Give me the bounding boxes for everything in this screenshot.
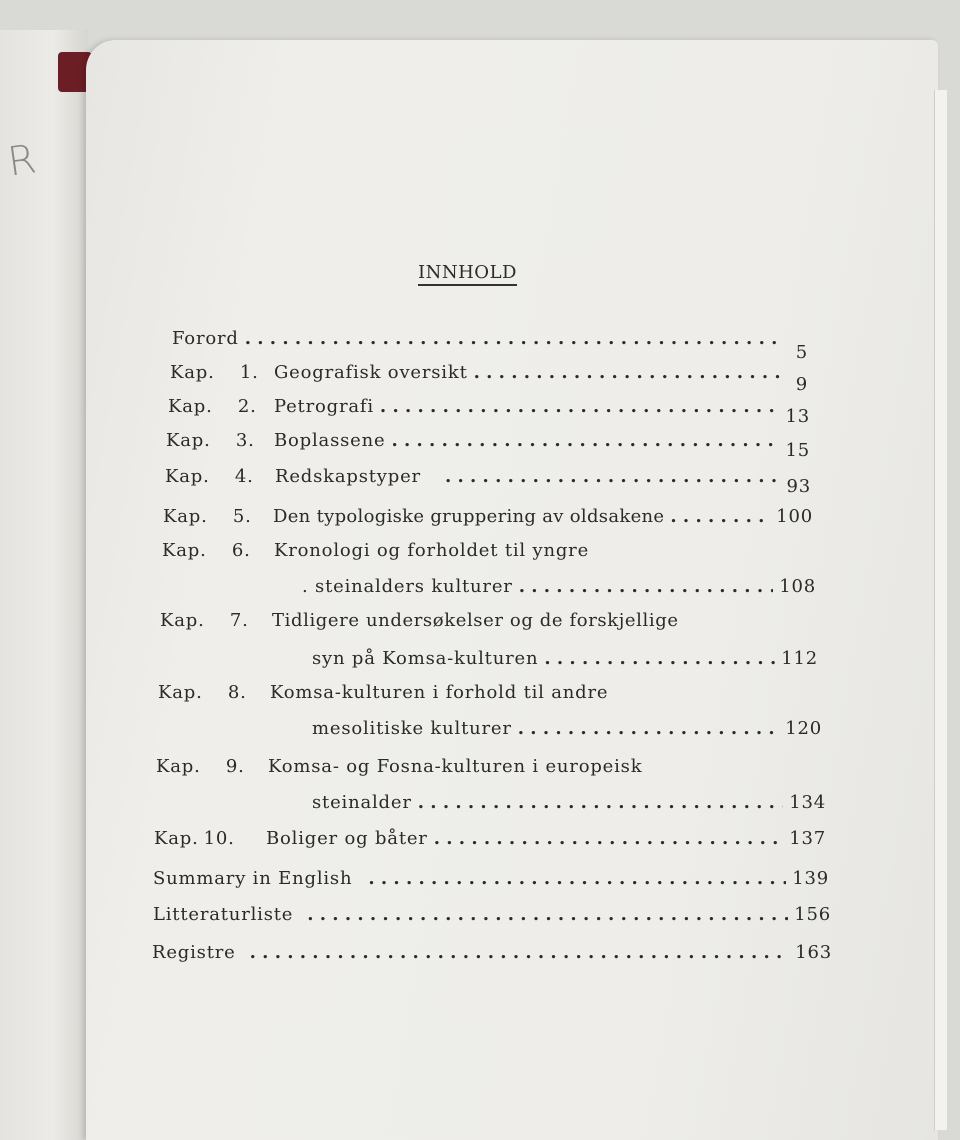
toc-entry <box>166 430 810 461</box>
entry-title: Den typologiske gruppering av oldsakene <box>273 506 665 527</box>
entry-title: Litteraturliste <box>153 904 294 925</box>
entry-title: Summary in English <box>153 868 353 889</box>
entry-page: 137 <box>789 828 826 849</box>
entry-title: Registre <box>152 942 236 963</box>
entry-title: Komsa-kulturen i forhold til andre <box>270 682 609 703</box>
entry-page: 120 <box>785 718 822 739</box>
kap-number: 1. <box>239 362 259 383</box>
kap-number: 3. <box>235 430 255 451</box>
kap-label: Kap. <box>154 828 199 849</box>
entry-title: Redskapstyper <box>275 466 421 487</box>
kap-label: Kap. <box>160 610 205 631</box>
dot-leader <box>670 506 770 527</box>
toc-entry <box>152 942 832 963</box>
entry-page: 100 <box>776 506 813 527</box>
dot-leader <box>307 904 788 925</box>
toc-entry <box>156 756 816 777</box>
dot-leader <box>474 362 782 383</box>
page-title: INNHOLD <box>418 262 517 286</box>
kap-label: Kap. <box>166 430 211 451</box>
entry-page: 5 <box>795 342 808 363</box>
toc-entry <box>154 828 826 849</box>
dot-leader <box>368 868 786 889</box>
kap-number: 4. <box>234 466 254 487</box>
entry-title-line2: syn på Komsa-kulturen <box>312 648 539 669</box>
kap-number: 6. <box>231 540 251 561</box>
entry-page: 163 <box>795 942 832 963</box>
toc-entry <box>165 466 811 497</box>
dot-leader <box>434 828 784 849</box>
entry-title: Forord <box>172 328 239 349</box>
entry-title: Kronologi og forholdet til yngre <box>274 540 590 561</box>
kap-label: Kap. <box>170 362 215 383</box>
toc-entry-continuation <box>312 718 822 739</box>
kap-number: 7. <box>229 610 249 631</box>
page-edge <box>934 90 947 1130</box>
kap-label: Kap. <box>163 506 208 527</box>
dot-leader <box>544 648 775 669</box>
entry-page: 139 <box>792 868 829 889</box>
entry-page: 93 <box>786 476 811 497</box>
kap-label: Kap. <box>168 396 213 417</box>
toc-entry-continuation <box>302 576 816 597</box>
dot-leader <box>445 466 781 487</box>
entry-page: 9 <box>795 374 808 395</box>
toc-entry <box>153 904 831 925</box>
kap-label: Kap. <box>165 466 210 487</box>
entry-page: 134 <box>789 792 826 813</box>
facing-page <box>0 30 88 1140</box>
kap-label: Kap. <box>162 540 207 561</box>
toc-entry <box>163 506 813 527</box>
entry-title-line2: . steinalders kulturer <box>302 576 513 597</box>
dot-leader <box>518 718 779 739</box>
entry-title: Geografisk oversikt <box>274 362 468 383</box>
entry-page: 15 <box>785 440 810 461</box>
toc-entry <box>153 868 829 889</box>
kap-number: 9. <box>225 756 245 777</box>
dot-leader <box>250 942 790 963</box>
entry-title-line2: mesolitiske kulturer <box>312 718 512 739</box>
kap-label: Kap. <box>156 756 201 777</box>
entry-title: Komsa- og Fosna-kulturen i europeisk <box>268 756 643 777</box>
entry-title: Boplassene <box>274 430 386 451</box>
kap-number: 10. <box>203 828 235 849</box>
kap-number: 2. <box>237 396 257 417</box>
toc-entry-continuation <box>312 648 818 669</box>
kap-number: 5. <box>232 506 252 527</box>
entry-title: Boliger og båter <box>266 828 428 849</box>
entry-title-line2: steinalder <box>312 792 412 813</box>
entry-page: 13 <box>785 406 810 427</box>
toc-entry <box>160 610 820 631</box>
entry-title: Tidligere undersøkelser og de forskjellige <box>272 610 679 631</box>
dot-leader <box>391 430 779 451</box>
dot-leader <box>418 792 783 813</box>
kap-label: Kap. <box>158 682 203 703</box>
entry-page: 112 <box>781 648 818 669</box>
kap-number: 8. <box>227 682 247 703</box>
entry-page: 156 <box>794 904 831 925</box>
toc-entry <box>158 682 818 703</box>
toc-entry <box>162 540 812 561</box>
toc-entry <box>170 362 808 395</box>
dot-leader <box>380 396 780 417</box>
toc-entry <box>168 396 810 427</box>
toc-entry-continuation <box>312 792 826 813</box>
dot-leader <box>245 328 782 349</box>
pencil-note: R <box>4 136 39 186</box>
entry-page: 108 <box>779 576 816 597</box>
entry-title: Petrografi <box>274 396 374 417</box>
toc-entry <box>172 328 808 363</box>
dot-leader <box>519 576 774 597</box>
